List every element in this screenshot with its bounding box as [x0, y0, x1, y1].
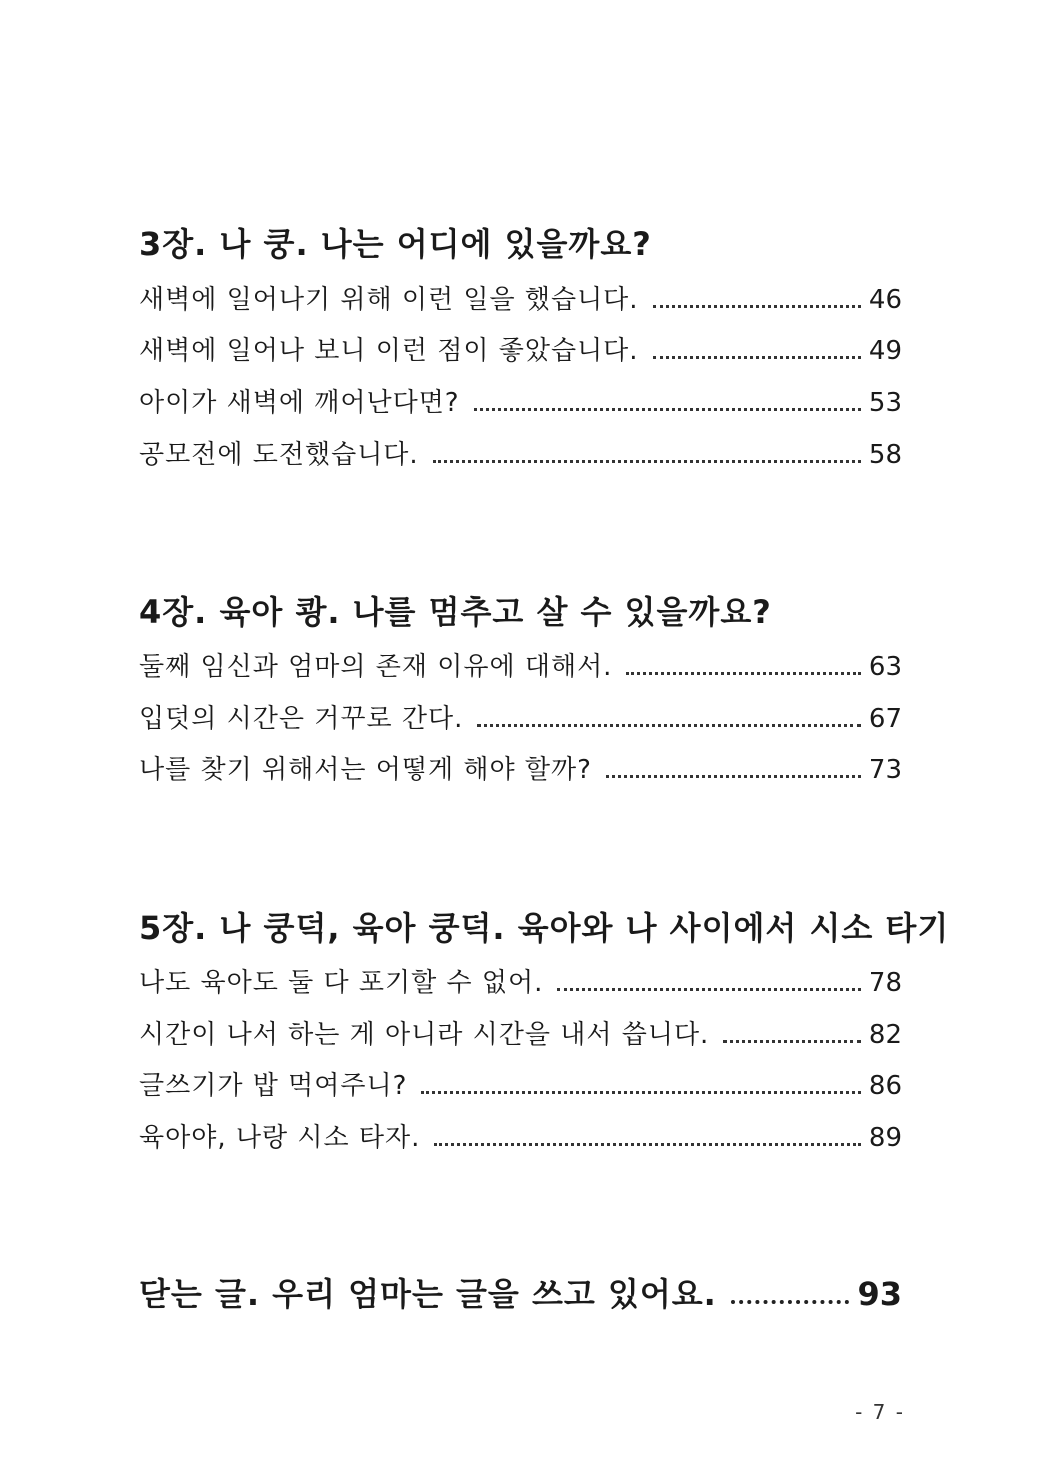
toc-entry: [139, 282, 902, 318]
dot-leader: [731, 1300, 850, 1304]
toc-entry-label: 시간이 나서 하는 게 아니라 시간을 내서 씁니다.: [139, 1020, 710, 1050]
toc-entry-page: 89: [868, 1123, 902, 1153]
toc-entry-page: 58: [868, 440, 902, 470]
toc-entry: [139, 701, 902, 737]
toc-entry-label: 나도 육아도 둘 다 포기할 수 없어.: [139, 968, 544, 998]
dot-leader: [477, 724, 861, 727]
page-number: - 7 -: [855, 1400, 905, 1424]
dot-leader: [433, 460, 861, 463]
toc-entry-page: 73: [868, 755, 902, 785]
dot-leader: [723, 1040, 861, 1043]
toc-entry: [139, 1068, 902, 1104]
toc-entry: [139, 1120, 902, 1156]
toc-entry-label: 육아야, 나랑 시소 타자.: [139, 1123, 421, 1153]
toc-entry-label: 새벽에 일어나 보니 이런 점이 좋았습니다.: [139, 336, 639, 366]
toc-entry-page: 46: [868, 285, 902, 315]
dot-leader: [421, 1091, 861, 1094]
dot-leader: [474, 408, 861, 411]
toc-entry-label: 둘째 임신과 엄마의 존재 이유에 대해서.: [139, 652, 613, 682]
toc-entry-label: 공모전에 도전했습니다.: [139, 440, 419, 470]
dot-leader: [434, 1143, 861, 1146]
dot-leader: [557, 988, 861, 991]
closing-entry: [139, 1272, 902, 1316]
toc-entry: [139, 752, 902, 788]
closing-label: 닫는 글. 우리 엄마는 글을 쓰고 있어요.: [139, 1275, 717, 1313]
toc-entry-label: 나를 찾기 위해서는 어떻게 해야 할까?: [139, 755, 592, 785]
dot-leader: [653, 305, 861, 308]
toc-entry-label: 아이가 새벽에 깨어난다면?: [139, 388, 460, 418]
toc-entry-page: 82: [868, 1020, 902, 1050]
toc-entry-page: 63: [868, 652, 902, 682]
chapter-5-title: 5장. 나 쿵덕, 육아 쿵덕. 육아와 나 사이에서 시소 타기: [139, 909, 950, 947]
toc-entry-label: 글쓰기가 밥 먹여주니?: [139, 1071, 408, 1101]
toc-entry: [139, 333, 902, 369]
toc-entry-label: 입덧의 시간은 거꾸로 간다.: [139, 704, 464, 734]
dot-leader: [653, 356, 861, 359]
toc-entry: [139, 437, 902, 473]
toc-entry: [139, 385, 902, 421]
toc-entry-page: 78: [868, 968, 902, 998]
toc-entry-page: 67: [868, 704, 902, 734]
chapter-4-title: 4장. 육아 쾅. 나를 멈추고 살 수 있을까요?: [139, 593, 772, 631]
toc-entry-label: 새벽에 일어나기 위해 이런 일을 했습니다.: [139, 285, 639, 315]
toc-entry: [139, 965, 902, 1001]
toc-entry-page: 86: [868, 1071, 902, 1101]
toc-entry-page: 53: [868, 388, 902, 418]
toc-entry-page: 49: [868, 336, 902, 366]
toc-entry: [139, 649, 902, 685]
toc-entry: [139, 1017, 902, 1053]
dot-leader: [606, 775, 861, 778]
dot-leader: [626, 672, 860, 675]
chapter-3-title: 3장. 나 쿵. 나는 어디에 있을까요?: [139, 225, 652, 263]
closing-page: 93: [857, 1275, 902, 1313]
